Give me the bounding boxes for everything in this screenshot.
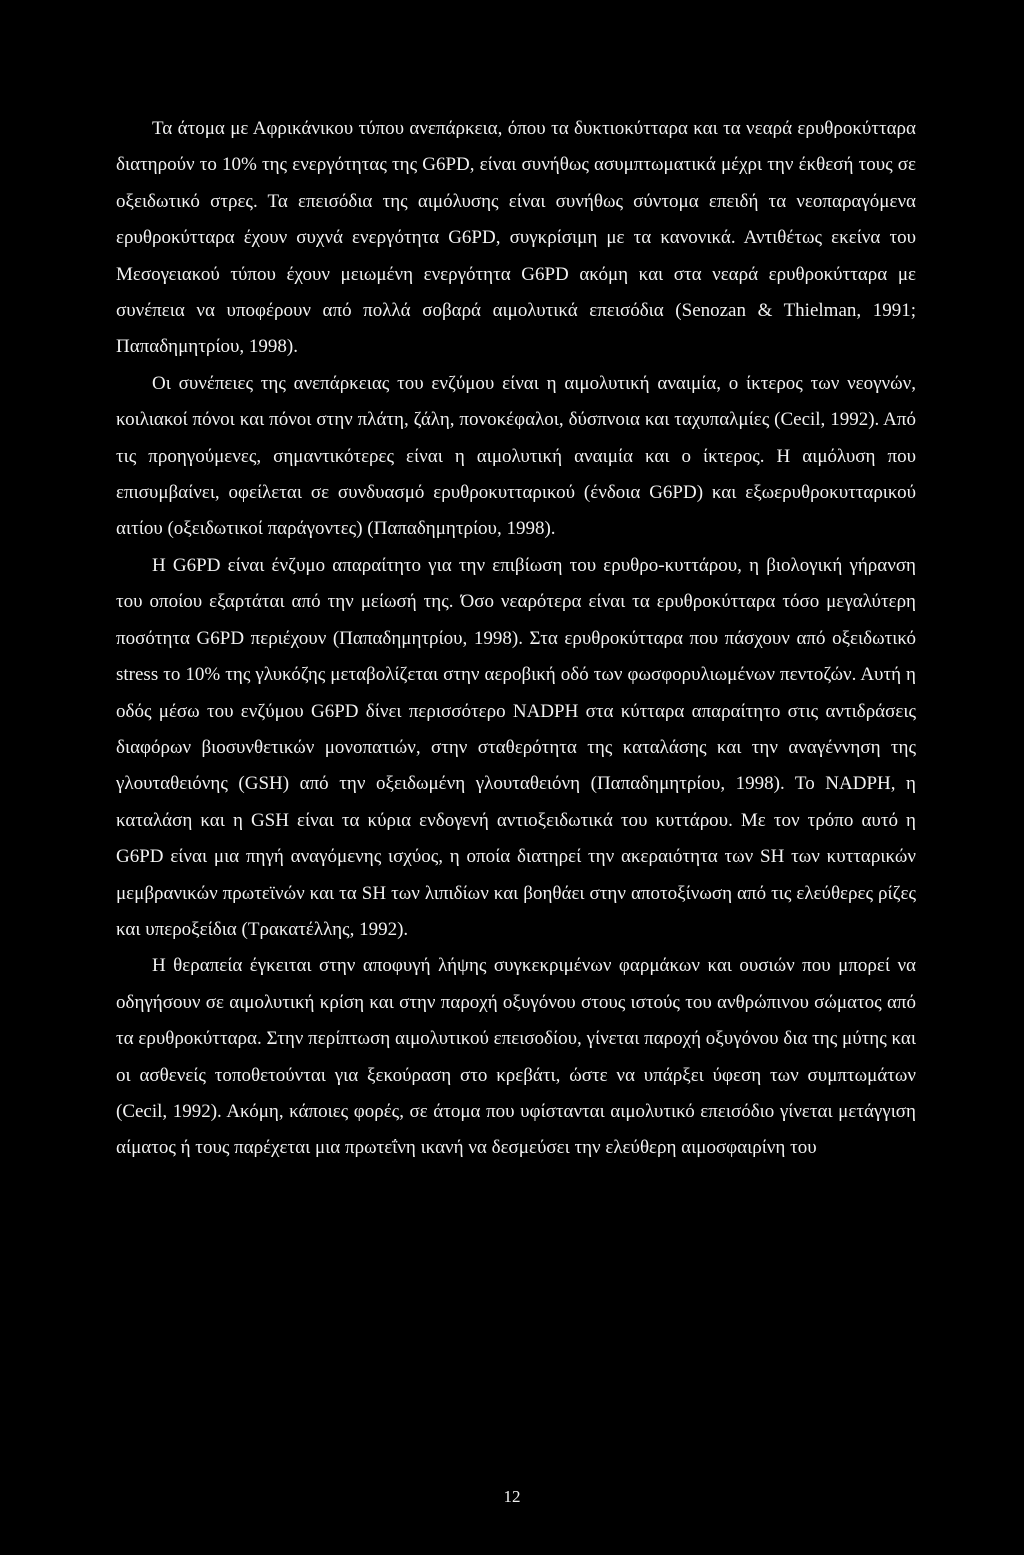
paragraph-african-deficiency: Τα άτομα με Αφρικάνικου τύπου ανεπάρκεια, όπου τα δυκτιοκύτταρα και τα νεαρά ερυθροκύτταρα διατηρούν το 10% της ενεργότητας της G6PD, είναι συνήθως ασυμπτωματικά μέχρι την έκθεσή τους σε οξειδωτικό στρες. Τα επεισόδια της αιμόλυσης είναι συνήθως σύντομα επειδή τα νεοπαραγόμενα ερυθροκύτταρα έχουν συχνά ενεργότητα G6PD, συγκρίσιμη με τα κανονικά. Αντιθέτως εκείνα του Μεσογειακού τύπου έχουν μειωμένη ενεργότητα G6PD ακόμη και στα νεαρά ερυθροκύτταρα με συνέπεια να υποφέρουν από πολλά σοβαρά αιμολυτικά επεισόδια (Senozan & Thielman, 1991; Παπαδημητρίου, 1998). [116,118,916,358]
paragraph-consequences: Οι συνέπειες της ανεπάρκειας του ενζύμου είναι η αιμολυτική αναιμία, ο ίκτερος των νεογνών, κοιλιακοί πόνοι και πόνοι στην πλάτη, ζάλη, πονοκέφαλοι, δύσπνοια και ταχυπαλμίες (Cecil, 1992). Από τις προηγούμενες, σημαντικότερες είναι η αιμολυτική αναιμία και ο ίκτερος. Η αιμόλυση που επισυμβαίνει, οφείλεται σε συνδυασμό ερυθροκυτταρικού (ένδοια G6PD) και εξωερυθροκυτταρικού αιτίου (οξειδωτικοί παράγοντες) (Παπαδημητρίου, 1998). [116,372,916,540]
page-number: 12 [503,1487,521,1506]
paragraph-treatment: Η θεραπεία έγκειται στην αποφυγή λήψης συγκεκριμένων φαρμάκων και ουσιών που μπορεί να οδηγήσουν σε αιμολυτική κρίση και στην παροχή οξυγόνου στους ιστούς του ανθρώπινου σώματος από τα ερυθροκύτταρα. Στην περίπτωση αιμολυτικού επεισοδίου, γίνεται παροχή οξυγόνου δια της μύτης και οι ασθενείς τοποθετούνται για ξεκούραση στο κρεβάτι, ώστε να υπάρξει ύφεση των συμπτωμάτων (Cecil, 1992). Ακόμη, κάποιες φορές, σε άτομα που υφίστανται αιμολυτικό επεισόδιο γίνεται μετάγγιση αίματος ή τους παρέχεται μια πρωτεΐνη ικανή να δεσμεύσει την ελεύθερη αιμοσφαιρίνη του [116,955,916,1159]
paragraph-g6pd-function: Η G6PD είναι ένζυμο απαραίτητο για την επιβίωση του ερυθρο-κυττάρου, η βιολογική γήρανση του οποίου εξαρτάται από την μείωσή της. Όσο νεαρότερα είναι τα ερυθροκύτταρα τόσο μεγαλύτερη ποσότητα G6PD περιέχουν (Παπαδημητρίου, 1998). Στα ερυθροκύτταρα που πάσχουν από οξειδωτικό stress το 10% της γλυκόζης μεταβολίζεται στην αεροβική οδό των φωσφορυλιωμένων πεντοζών. Αυτή η οδός μέσω του ενζύμου G6PD δίνει περισσότερο NADPH στα κύτταρα απαραίτητο στις αντιδράσεις διαφόρων βιοσυνθετικών μονοπατιών, στην σταθερότητα της καταλάσης και την αναγέννηση της γλουταθειόνης (GSH) από την οξειδωμένη γλουταθειόνη (Παπαδημητρίου, 1998). Το NADPH, η καταλάση και η GSH είναι τα κύρια ενδογενή αντιοξειδωτικά του κυττάρου. Με τον τρόπο αυτό η G6PD είναι μια πηγή αναγόμενης ισχύος, η οποία διατηρεί την ακεραιότητα των SH των κυτταρικών μεμβρανικών πρωτεϊνών και τα SH των λιπιδίων και βοηθάει στην αποτοξίνωση από τις ελεύθερες ρίζες και υπεροξείδια (Τρακατέλλης, 1992). [116,554,916,940]
body-text [116,111,916,1167]
